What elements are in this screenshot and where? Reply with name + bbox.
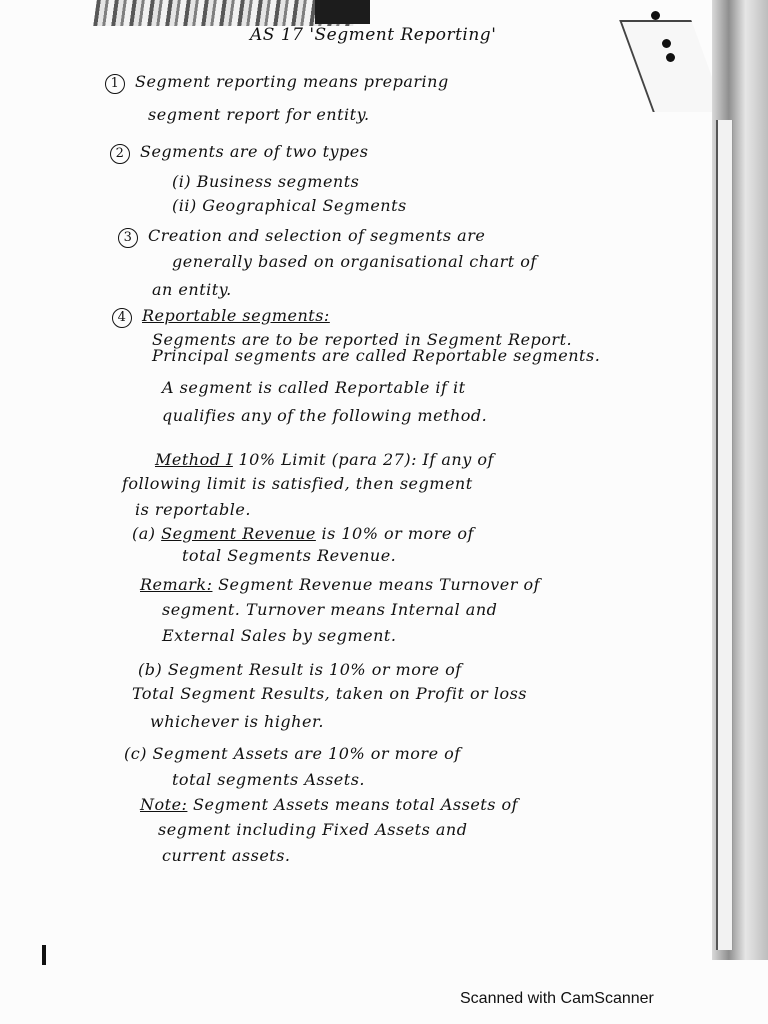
note-line-1 xyxy=(140,795,518,814)
point-text: Segments are of two types xyxy=(140,142,369,161)
method-line-3: is reportable. xyxy=(135,500,251,519)
item-c-line-1 xyxy=(124,744,461,763)
item-a-line-2: total Segments Revenue. xyxy=(182,546,397,565)
point-3-line-2: generally based on organisational chart of xyxy=(172,252,537,271)
point-text: Creation and selection of segments are xyxy=(148,226,486,245)
point-number: 4 xyxy=(112,308,132,328)
point-2-line-1 xyxy=(110,142,368,164)
note-label: Note: xyxy=(140,795,188,814)
method-text: 10% Limit (para 27): If any of xyxy=(238,450,494,469)
method-label: Method I xyxy=(155,450,233,469)
underlined-term: Segment Revenue xyxy=(161,524,316,543)
remark-line-2: segment. Turnover means Internal and xyxy=(162,600,498,619)
item-prefix: (c) xyxy=(124,744,147,763)
remark-label: Remark: xyxy=(140,575,213,594)
point-2-item-2: (ii) Geographical Segments xyxy=(172,196,407,215)
point-number: 3 xyxy=(118,228,138,248)
note-line-2: segment including Fixed Assets and xyxy=(158,820,468,839)
point-1-line-2: segment report for entity. xyxy=(148,105,370,124)
remark-line-3: External Sales by segment. xyxy=(162,626,397,645)
point-text: Segment reporting means preparing xyxy=(135,72,449,91)
point-4-line-4: qualifies any of the following method. xyxy=(162,406,488,425)
item-text: Segment Result is 10% or more of xyxy=(167,660,462,679)
method-line-1 xyxy=(155,450,494,469)
point-4-line-1: Segments are to be reported in Segment Report. xyxy=(152,330,573,349)
point-3-line-3: an entity. xyxy=(152,280,232,299)
remark-line-1 xyxy=(140,575,540,594)
point-1-line-1 xyxy=(105,72,449,94)
item-b-line-1 xyxy=(138,660,462,679)
method-line-2: following limit is satisfied, then segment xyxy=(122,474,473,493)
point-4-line-3: A segment is called Reportable if it xyxy=(162,378,466,397)
scanner-watermark: Scanned with CamScanner xyxy=(460,990,654,1007)
item-b-line-3: whichever is higher. xyxy=(150,712,324,731)
page-title: AS 17 'Segment Reporting' xyxy=(250,25,497,45)
remark-text: Segment Revenue means Turnover of xyxy=(218,575,541,594)
item-text: is 10% or more of xyxy=(321,524,474,543)
item-a-line-1 xyxy=(132,524,474,543)
item-c-line-2: total segments Assets. xyxy=(172,770,365,789)
item-text: Segment Assets are 10% or more of xyxy=(152,744,461,763)
note-line-3: current assets. xyxy=(162,846,291,865)
point-4-heading xyxy=(112,306,330,328)
item-prefix: (b) xyxy=(138,660,163,679)
point-4-line-2: Principal segments are called Reportable segments. xyxy=(152,346,601,365)
note-text: Segment Assets means total Assets of xyxy=(193,795,519,814)
point-2-item-1: (i) Business segments xyxy=(172,172,360,191)
section-heading: Reportable segments: xyxy=(142,306,330,325)
point-3-line-1 xyxy=(118,226,485,248)
point-number: 2 xyxy=(110,144,130,164)
point-number: 1 xyxy=(105,74,125,94)
item-b-line-2: Total Segment Results, taken on Profit or loss xyxy=(132,684,528,703)
item-prefix: (a) xyxy=(132,524,156,543)
